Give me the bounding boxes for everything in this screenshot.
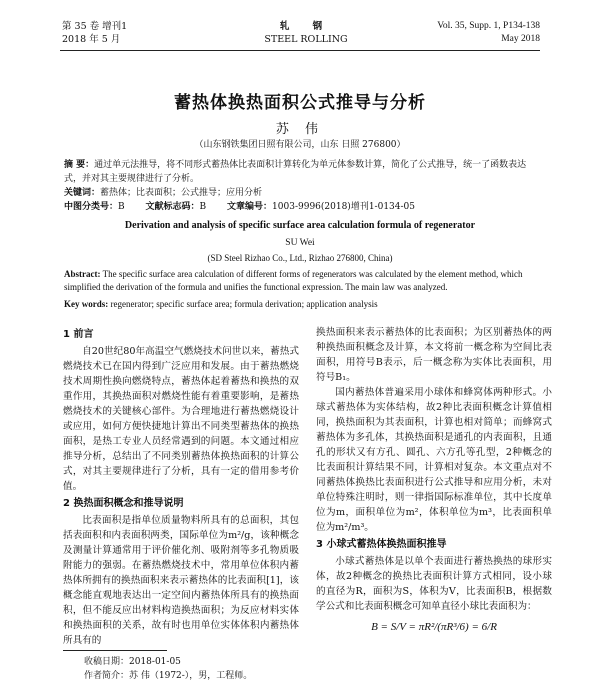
header-journal-en: STEEL ROLLING [264,34,348,45]
article-id-label: 文章编号： [227,202,273,212]
section-2-heading: 2 换热面积概念和推导说明 [63,498,184,509]
keywords-en-label: Key words: [64,299,109,309]
footnote-rule [63,650,167,651]
section-3-paragraph: 小球式蓄热体是以单个表面进行蓄热换热的球形实体，故2种概念的换热比表面积计算方式相同，设小球的直径为R，面积为S，体积为V，比表面积B，根据数学公式和比表面积概念可知单直径小球比表面积为： [316,556,552,612]
section-3-heading: 3 小球式蓄热体换热面积推导 [316,539,447,550]
keywords-cn-label: 关键词： [64,188,101,198]
footnote-author: 作者简介：苏 伟（1972-），男，工程师。 [84,671,253,681]
footnote [84,655,252,683]
paper-title-en: Derivation and analysis of specific surface area calculation formula of regenerator [124,220,476,231]
abstract-en-label: Abstract: [64,269,101,279]
keywords-en [64,298,540,311]
affiliation-en: (SD Steel Rizhao Co., Ltd., Rizhao 276800, China) [207,253,393,263]
clc-label: 中图分类号： [64,202,119,212]
keywords-cn-text: 蓄热体；比表面积；公式推导；应用分析 [100,188,263,198]
author-en: SU Wei [285,238,315,248]
header-journal-cn: 轧 钢 [279,21,333,32]
abstract-cn-label: 摘 要： [64,160,95,170]
body-column-left [63,325,299,648]
journal-header [0,0,600,52]
classification-line [64,200,540,214]
abstract-cn-text: 通过单元法推导，将不同形式蓄热体比表面积计算转化为单元体参数计算，简化了公式推导，统一了函数表达式，并对其主要规律进行了分析。 [64,160,527,184]
affiliation-cn: （山东钢铁集团日照有限公司，山东 日照 276800） [194,140,406,150]
abstract-en [64,268,540,293]
section-1-paragraph: 自20世纪80年高温空气燃烧技术问世以来，蓄热式燃烧技术已在国内得到广泛应用和发展。由于蓄热燃烧技术周期性换向燃烧特点，蓄热体起着蓄热和换热的双重作用，其换热面积对燃烧性能有着重要影响，是蓄热燃烧技术的关键核心部件。为合理地进行蓄热燃烧设计或应用，如何方便快捷地计算出不同类型蓄热体的换热面积，是热工专业人员经常遇到的问题。本文通过相应推导分析，总结出了不同类别蓄热体换热面积的计算公式，对其主要规律进行了分析，具有一定的借用参考价值。 [63,346,299,492]
paper-title-cn: 蓄热体换热面积公式推导与分析 [174,93,426,113]
body-column-right [316,325,552,635]
abstract-cn [64,158,540,186]
section-2-continued-paragraph: 换热面积来表示蓄热体的比表面积；为区别蓄热体的两种换热面积概念及计算，本文将前一概念称为空间比表面积，用符号B表示，后一概念称为实体比表面积，用符号B₁。 [316,327,552,383]
section-2-paragraph: 比表面积是指单位质量物料所具有的总面积，其包括表面积和内表面积两类，国际单位为m²/g，该种概念及测量计算通常用于评价催化剂、吸附剂等多孔物质吸附能力的强弱。在蓄热燃烧技术中，常用单位体积内蓄热体所拥有的换热面积来表示蓄热体的比表面积[1]，该概念能直观地表达出一定空间内蓄热体所具有的换热面积，但不能反应出材料构造换热面积；为反应材料实体和换热面积的关系，故有时也用单位实体体积内蓄热体所具有的 [63,515,299,646]
section-2-paragraph-2: 国内蓄热体普遍采用小球体和蜂窝体两种形式。小球式蓄热体为实体结构，故2种比表面积概念计算值相同，换热面积为其表面积，计算也相对简单；而蜂窝式蓄热体为多孔体，其换热面积是通孔的内表面积，且通孔的形状又有方孔、圆孔、六方孔等孔型，2种概念的比表面积计算结果不同，计算相对复杂。本文重点对不同蓄热体换热比表面积进行公式推导和应用分析，未对单位特殊注明时，则一律指国际标准单位，其中长度单位为m，面积单位为m²，体积单位为m³，比表面积单位为m²/m³。 [316,387,552,533]
section-1-heading: 1 前言 [63,329,94,340]
abstract-en-text: The specific surface area calculation of different forms of regenerators was calculated by the element method, which simplified the derivation of the formula and unifies the functional expression. The main law was analyzed. [64,269,523,292]
header-volume: 第 35 卷 增刊1 [62,21,128,32]
header-date: 2018 年 5 月 [62,34,121,45]
article-id-value: 1003-9996(2018)增刊1-0134-05 [272,202,415,212]
doc-code-label: 文献标志码： [145,202,200,212]
header-issue-info [437,20,540,46]
footnote-received: 收稿日期：2018-01-05 [84,657,181,667]
specific-area-formula: B = S/V = πR²/(πR³/6) = 6/R [371,621,497,633]
author-cn: 苏 伟 [275,122,325,137]
keywords-cn [64,186,540,200]
header-date-en: May 2018 [501,34,540,44]
header-issue-en: Vol. 35, Supp. 1, P134-138 [437,21,540,31]
header-journal-name [250,20,362,46]
header-volume-info [62,20,127,46]
keywords-en-text: regenerator; specific surface area; formula derivation; application analysis [110,299,378,309]
doc-code-value: B [199,202,207,212]
header-rule [60,50,540,51]
clc-value: B [118,202,125,212]
